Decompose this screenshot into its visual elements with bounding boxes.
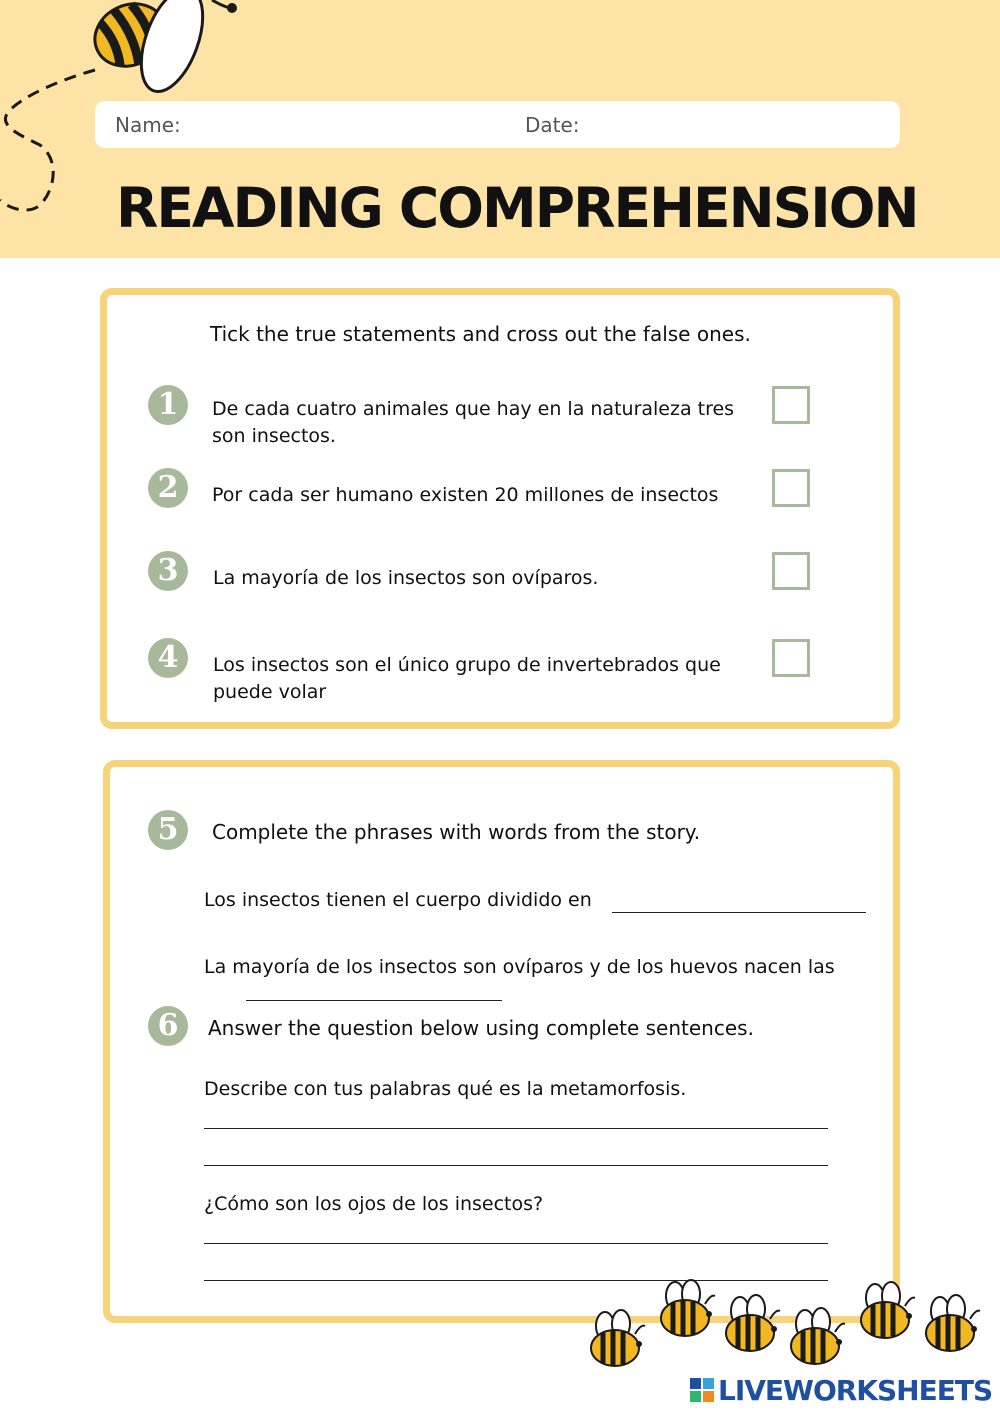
checkbox-statement-3[interactable] <box>772 552 810 590</box>
number-badge-4: 4 <box>148 638 188 678</box>
answer-line-2a[interactable] <box>204 1243 828 1244</box>
answer-line-1b[interactable] <box>204 1165 828 1166</box>
name-label: Name: <box>115 113 181 137</box>
number-badge-1: 1 <box>148 385 188 425</box>
phrase-1: Los insectos tienen el cuerpo dividido en <box>204 889 592 911</box>
date-label: Date: <box>525 113 580 137</box>
checkbox-statement-2[interactable] <box>772 469 810 507</box>
number-badge-5: 5 <box>148 810 188 850</box>
answer-instruction: Answer the question below using complete sentences. <box>208 1016 754 1040</box>
bees-decoration <box>580 1278 1000 1378</box>
checkbox-statement-4[interactable] <box>772 639 810 677</box>
statement-3: La mayoría de los insectos son ovíparos. <box>213 567 599 589</box>
name-date-bar <box>95 101 900 148</box>
brand-name: LIVEWORKSHEETS <box>718 1373 993 1407</box>
complete-instruction: Complete the phrases with words from the story. <box>212 820 701 844</box>
liveworksheets-logo <box>690 1372 992 1408</box>
truefalse-instruction: Tick the true statements and cross out the false ones. <box>210 322 751 346</box>
statement-4: Los insectos son el único grupo de invertebrados que puede volar <box>213 654 721 703</box>
phrase-2-blank[interactable] <box>246 1000 502 1001</box>
checkbox-statement-1[interactable] <box>772 386 810 424</box>
statement-1: De cada cuatro animales que hay en la naturaleza tres son insectos. <box>212 398 735 447</box>
writing-card <box>103 760 900 1323</box>
phrase-2: La mayoría de los insectos son ovíparos y de los huevos nacen las <box>204 956 835 978</box>
answer-line-1a[interactable] <box>204 1128 828 1129</box>
number-badge-3: 3 <box>148 551 188 591</box>
page-title: READING COMPREHENSION <box>116 176 918 240</box>
phrase-1-blank[interactable] <box>612 912 866 913</box>
question-1: Describe con tus palabras qué es la metamorfosis. <box>204 1078 687 1100</box>
statement-2: Por cada ser humano existen 20 millones de insectos <box>212 484 719 506</box>
number-badge-6: 6 <box>148 1006 188 1046</box>
number-badge-2: 2 <box>148 468 188 508</box>
question-2: ¿Cómo son los ojos de los insectos? <box>204 1193 544 1215</box>
logo-mark-icon <box>690 1378 714 1402</box>
